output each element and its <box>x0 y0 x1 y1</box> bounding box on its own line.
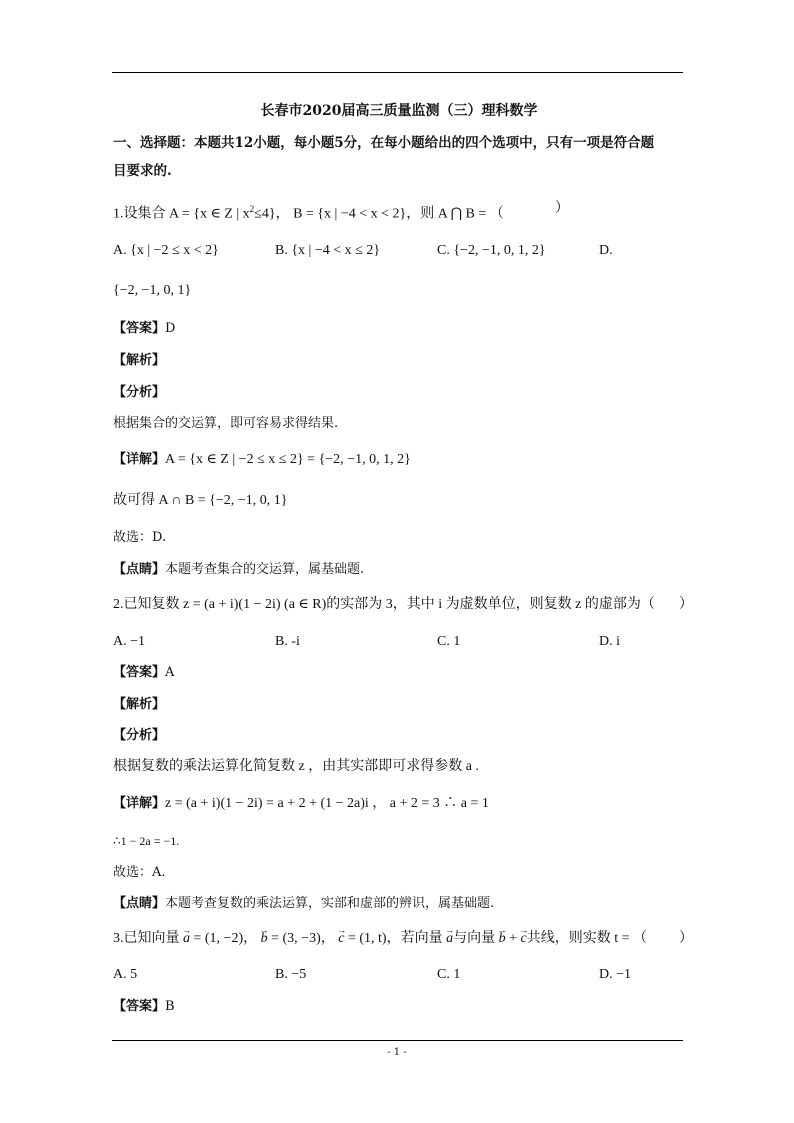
section-heading-line1: 一、选择题：本题共12小题，每小题5分，在每小题给出的四个选项中，只有一项是符合题 <box>113 135 655 151</box>
q2-extra-line: ∴1 − 2a = −1. <box>113 834 180 848</box>
q2-fenxi-label: 【分析】 <box>113 728 166 743</box>
header-rule <box>112 72 683 73</box>
detail-label: 【详解】 <box>113 795 166 810</box>
q1-option-a: A. {x | −2 ≤ x < 2} <box>113 243 219 258</box>
page-number: - 1 - <box>387 1047 407 1058</box>
q1-answer-value: D <box>165 321 176 336</box>
vector-b-ref: → b <box>499 930 506 948</box>
answer-label: 【答案】 <box>113 999 166 1014</box>
q1-stem-close: ） <box>555 201 569 216</box>
q1-option-c: C. {−2, −1, 0, 1, 2} <box>437 243 546 258</box>
q2-analysis-label: 【解析】 <box>113 697 166 712</box>
q1-choose: 故选：D. <box>113 530 167 545</box>
q3-stem-part2: = (1, −2)， <box>190 931 261 946</box>
q2-option-b: B. -i <box>275 634 300 649</box>
q1-stem-part2: ≤4}， B = {x | −4 < x < 2}，则 A ⋂ B = （ <box>254 206 504 222</box>
q3-stem-close: ） <box>679 931 693 946</box>
q2-stem-text: 2.已知复数 z = (a + i)(1 − 2i) (a ∈ R)的实部为 3，其中 i 为虚数单位，则复数 z 的虚部为（ <box>113 597 655 612</box>
q2-comment <box>113 895 685 913</box>
q3-option-b: B. −5 <box>275 967 307 982</box>
vector-a: → a <box>183 930 190 948</box>
q1-comment-text: 本题考查集合的交运算，属基础题. <box>165 562 365 577</box>
q2-option-c: C. 1 <box>437 634 461 649</box>
q2-comment-text: 本题考查复数的乘法运算，实部和虚部的辨识，属基础题. <box>165 896 495 911</box>
q2-choose: 故选：A. <box>113 865 166 880</box>
answer-label: 【答案】 <box>113 665 166 680</box>
q1-fenxi-text: 根据集合的交运算，即可容易求得结果. <box>113 416 339 431</box>
q3-option-d: D. −1 <box>599 967 632 982</box>
q3-stem-part7: 共线，则实数 t = （ <box>526 931 647 946</box>
q1-conclusion: 故可得 A ∩ B = {−2, −1, 0, 1} <box>113 493 288 508</box>
q3-stem-part4: = (1, t)，若向量 <box>344 931 447 946</box>
q1-answer <box>113 320 685 338</box>
q1-detail <box>113 450 685 469</box>
q3-stem-part5: 与向量 <box>453 931 499 946</box>
q3-answer <box>113 998 685 1016</box>
q3-answer-value: B <box>165 999 175 1014</box>
q3-stem-part3: = (3, −3)， <box>267 931 339 946</box>
q1-analysis-label: 【解析】 <box>113 353 166 368</box>
page-title: 长春市2020届高三质量监测（三）理科数学 <box>260 103 538 119</box>
vector-a-ref: → a <box>446 930 453 948</box>
q2-options <box>113 633 685 653</box>
q1-stem-sup: 2 <box>249 204 255 214</box>
q2-answer-value: A <box>165 665 175 680</box>
q1-options <box>113 242 685 262</box>
q3-stem-part1: 3.已知向量 <box>113 931 183 946</box>
q2-option-d: D. i <box>599 634 620 649</box>
q3-option-c: C. 1 <box>437 967 461 982</box>
vector-c-ref: → c <box>520 930 526 948</box>
vector-c: → c <box>338 930 344 948</box>
q2-detail <box>113 794 685 813</box>
section-heading-line2: 目要求的. <box>113 163 172 179</box>
comment-label: 【点睛】 <box>113 562 166 577</box>
q1-option-b: B. {x | −4 < x ≤ 2} <box>275 243 381 258</box>
q2-detail-text: z = (a + i)(1 − 2i) = a + 2 + (1 − 2a)i ， a + 2 = 3 ∴ a = 1 <box>165 796 489 811</box>
answer-label: 【答案】 <box>113 321 166 336</box>
q1-stem <box>113 200 685 224</box>
vector-b: → b <box>261 930 268 948</box>
footer-rule <box>112 1040 683 1041</box>
q1-fenxi-label: 【分析】 <box>113 385 166 400</box>
q2-answer <box>113 664 685 682</box>
q3-stem-part6: + <box>505 931 521 946</box>
q2-option-a: A. −1 <box>113 634 146 649</box>
q1-detail-text: A = {x ∈ Z | −2 ≤ x ≤ 2} = {−2, −1, 0, 1, 2} <box>165 452 411 467</box>
q2-stem-close: ） <box>679 597 693 612</box>
q2-stem <box>113 596 693 614</box>
q1-comment <box>113 561 685 579</box>
comment-label: 【点睛】 <box>113 896 166 911</box>
q3-option-a: A. 5 <box>113 967 138 982</box>
q1-option-d-value: {−2, −1, 0, 1} <box>113 283 192 298</box>
q1-option-d: D. <box>599 243 613 258</box>
q1-stem-part1: 1.设集合 A = {x ∈ Z | x <box>113 206 250 222</box>
q2-fenxi-text: 根据复数的乘法运算化简复数 z ，由其实部即可求得参数 a . <box>113 759 479 774</box>
detail-label: 【详解】 <box>113 451 166 466</box>
q3-stem <box>113 930 693 948</box>
q3-options <box>113 966 685 986</box>
